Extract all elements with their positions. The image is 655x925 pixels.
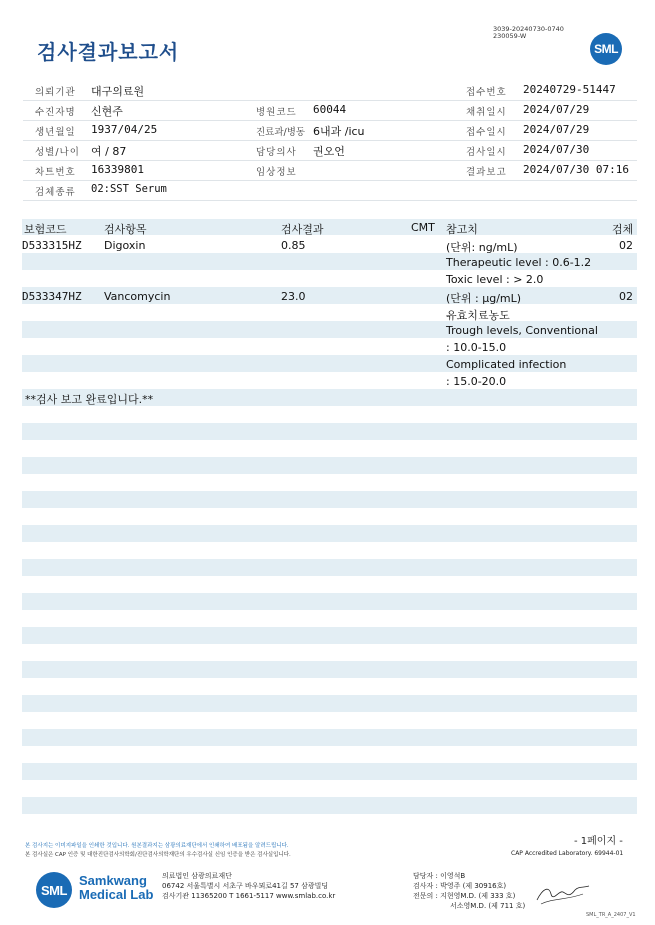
sml-footer-logo: SML <box>36 872 72 908</box>
info-value: 6내과 /icu <box>313 125 365 138</box>
info-value: 대구의료원 <box>91 85 145 98</box>
header-specimen: 검체 <box>612 223 634 236</box>
info-label: 진료과/병동 <box>256 127 306 138</box>
row-result: 0.85 <box>281 239 306 252</box>
info-value: 2024/07/30 07:16 <box>523 163 629 176</box>
form-id: SML_TR_A_2407_V1 <box>586 912 636 918</box>
row-specimen: 02 <box>619 290 633 303</box>
row-stripe <box>22 797 637 814</box>
info-row <box>23 80 637 101</box>
info-row <box>23 120 637 141</box>
row-code: D533315HZ <box>22 239 82 252</box>
staff-line <box>413 901 525 911</box>
lab-address-block <box>162 871 335 901</box>
row-reference: : 10.0-15.0 <box>446 341 507 354</box>
info-row <box>23 160 637 181</box>
info-row <box>23 140 637 161</box>
info-value: 60044 <box>313 103 347 116</box>
header-item: 검사항목 <box>104 223 147 236</box>
row-reference: Complicated infection <box>446 358 567 371</box>
row-stripe <box>22 661 637 678</box>
address: 06742 서울특별시 서초구 바우뫼로41길 57 삼광빌딩 <box>162 882 329 890</box>
info-value: 1937/04/25 <box>91 123 158 136</box>
accreditation-notice: 본 검사실은 CAP 인증 및 대한진단검사의학회/진단검사의학재단의 우수검사실 신임 인증을 받은 검사실입니다. <box>25 852 291 858</box>
header-result: 검사결과 <box>281 223 324 236</box>
row-stripe <box>22 695 637 712</box>
staff-name: 서소영M.D. (제 711 호) <box>450 902 526 910</box>
row-specimen: 02 <box>619 239 633 252</box>
info-label: 성별/나이 <box>35 147 80 158</box>
info-label: 임상정보 <box>256 167 297 178</box>
brand-line1: Samkwang <box>79 873 147 888</box>
org-name: 의료법인 삼광의료재단 <box>162 872 232 880</box>
info-label: 담당의사 <box>256 147 297 158</box>
info-label: 수진자명 <box>35 107 76 118</box>
row-stripe <box>22 593 637 610</box>
info-label: 채취일시 <box>466 107 507 118</box>
info-label: 차트번호 <box>35 167 76 178</box>
staff-role: 검사자 : <box>413 882 438 890</box>
staff-block <box>413 871 525 911</box>
contact: 검사기관 11365200 T 1661-5117 www.smlab.co.kr <box>162 892 336 900</box>
staff-role: 전문의 : <box>413 892 438 900</box>
header-code: 보험코드 <box>24 223 67 236</box>
row-reference: 유효치료농도 <box>446 309 510 322</box>
info-row <box>23 100 637 121</box>
info-value: 권오언 <box>313 145 345 158</box>
sml-logo: SML <box>590 33 622 65</box>
row-code: D533347HZ <box>22 290 82 303</box>
image-notice: 본 검사지는 이미지파일을 인쇄한 것입니다. 원본결과지는 삼광의료재단에서 인쇄하여 배포됨을 알려드립니다. <box>25 843 289 849</box>
document-id-line1: 3039-20240730-0740 <box>493 25 564 33</box>
row-stripe <box>22 763 637 780</box>
document-id-line2: 230059-W <box>493 32 527 40</box>
info-value: 20240729-51447 <box>523 83 616 96</box>
info-row <box>23 180 637 201</box>
info-label: 의뢰기관 <box>35 87 76 98</box>
row-reference: Therapeutic level : 0.6-1.2 <box>446 256 592 269</box>
staff-name: 지현영M.D. (제 333 호) <box>440 892 516 900</box>
staff-line <box>413 871 525 881</box>
staff-line <box>413 891 525 901</box>
brand-line2: Medical Lab <box>79 887 154 902</box>
row-reference: (단위 : μg/mL) <box>446 292 522 305</box>
row-reference: (단위: ng/mL) <box>446 241 518 254</box>
row-item: Vancomycin <box>104 290 171 303</box>
staff-name: 박영주 (제 30916호) <box>440 882 507 890</box>
staff-role: 담당자 : <box>413 872 438 880</box>
signature-icon <box>533 880 593 908</box>
info-label: 병원코드 <box>256 107 297 118</box>
report-title: 검사결과보고서 <box>37 40 180 64</box>
row-reference: Toxic level : > 2.0 <box>446 273 544 286</box>
info-value: 2024/07/29 <box>523 103 590 116</box>
row-stripe <box>22 491 637 508</box>
row-result: 23.0 <box>281 290 306 303</box>
info-value: 2024/07/30 <box>523 143 590 156</box>
info-value: 2024/07/29 <box>523 123 590 136</box>
row-stripe <box>22 627 637 644</box>
info-label: 접수일시 <box>466 127 507 138</box>
info-value: 여 / 87 <box>91 145 127 158</box>
row-stripe <box>22 729 637 746</box>
page-number: - 1페이지 - <box>574 836 623 847</box>
header-cmt: CMT <box>411 221 435 234</box>
info-label: 검사일시 <box>466 147 507 158</box>
info-label: 생년월일 <box>35 127 76 138</box>
staff-line <box>413 881 525 891</box>
cap-accreditation: CAP Accredited Laboratory. 69944-01 <box>511 850 624 857</box>
info-value: 신현주 <box>91 105 123 118</box>
row-reference: Trough levels, Conventional <box>446 324 598 337</box>
row-stripe <box>22 457 637 474</box>
document-id <box>493 26 564 40</box>
row-reference: : 15.0-20.0 <box>446 375 507 388</box>
brand-name <box>79 874 153 902</box>
row-item: Digoxin <box>104 239 146 252</box>
results-table-header <box>22 219 637 235</box>
info-label: 검체종류 <box>35 187 76 198</box>
report-complete-note: **검사 보고 완료입니다.** <box>25 393 154 406</box>
info-value: 16339801 <box>91 163 144 176</box>
info-label: 결과보고 <box>466 167 507 178</box>
staff-name: 이영석B <box>440 872 466 880</box>
header-reference: 참고치 <box>446 223 478 236</box>
info-value: 02:SST Serum <box>91 183 167 195</box>
row-stripe <box>22 559 637 576</box>
row-stripe <box>22 423 637 440</box>
row-stripe <box>22 525 637 542</box>
info-label: 접수번호 <box>466 87 507 98</box>
